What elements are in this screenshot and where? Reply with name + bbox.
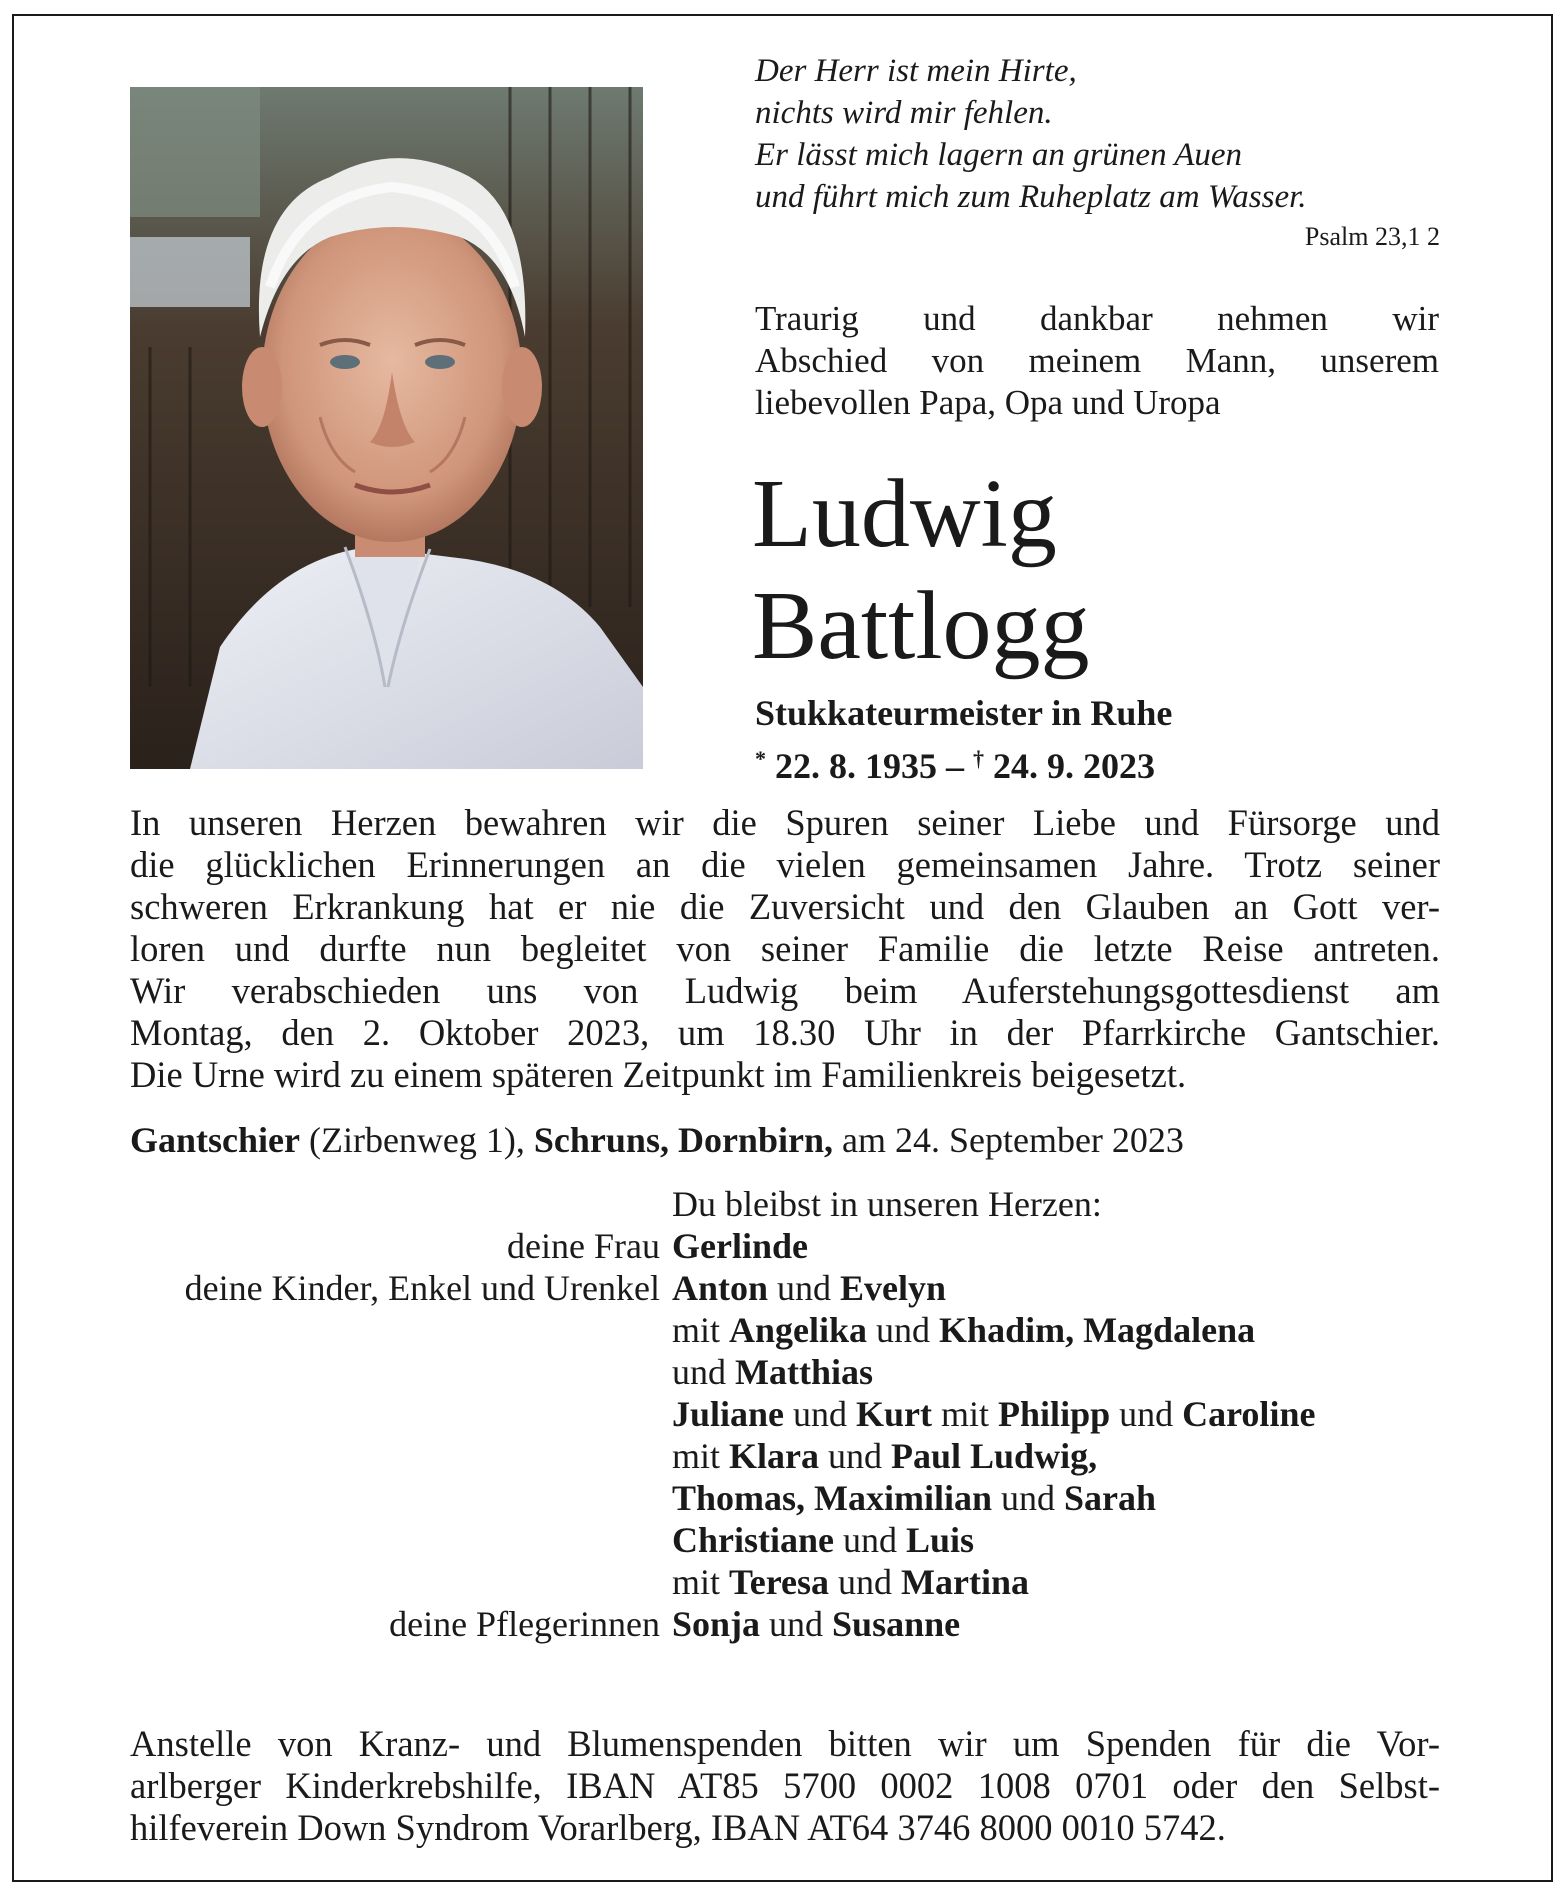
body-paragraph (130, 802, 1440, 1096)
family-connector: mit (932, 1394, 999, 1434)
family-member-name: Juliane (672, 1394, 785, 1434)
body-line: schweren Erkrankung hat er nie die Zuversicht und den Glauben an Gott ver- (130, 886, 1440, 927)
family-member-name: Thomas, Maximilian (672, 1478, 993, 1518)
family-member-name: Philipp (998, 1394, 1111, 1434)
psalm-line: nichts wird mir fehlen. (755, 95, 1053, 131)
family-relation-label (80, 1561, 672, 1603)
family-member-name: Evelyn (840, 1268, 947, 1308)
family-members (672, 1561, 1480, 1603)
deceased-name (752, 458, 1452, 682)
psalm-verse (755, 50, 1439, 218)
body-line: Montag, den 2. Oktober 2023, um 18.30 Uhr in der Pfarrkirche Gantschier. (130, 1012, 1440, 1053)
deceased-title: Stukkateurmeister in Ruhe (755, 693, 1173, 733)
family-member-name: Susanne (832, 1604, 961, 1644)
first-name: Ludwig (752, 460, 1057, 568)
family-members (672, 1603, 1480, 1645)
family-relation-label (80, 1393, 672, 1435)
family-row (80, 1309, 1480, 1351)
family-member-name: Luis (906, 1520, 975, 1560)
family-connector: und (834, 1520, 906, 1560)
family-heading-row (80, 1183, 1480, 1225)
intro-text (755, 298, 1439, 424)
family-relation-label (80, 1519, 672, 1561)
body-line: die glücklichen Erinnerungen an die vielen gemeinsamen Jahre. Trotz seiner (130, 844, 1440, 885)
family-heading: Du bleibst in unseren Herzen: (672, 1184, 1102, 1224)
family-connector: und (992, 1478, 1065, 1518)
family-member-name: Teresa (729, 1562, 830, 1602)
psalm-line: und führt mich zum Ruheplatz am Wasser. (755, 179, 1307, 215)
life-dates (755, 738, 1155, 787)
family-relation-label (80, 1477, 672, 1519)
body-line: Die Urne wird zu einem späteren Zeitpunkt im Familienkreis beigesetzt. (130, 1054, 1187, 1095)
family-members (672, 1309, 1480, 1351)
donation-note (130, 1723, 1440, 1849)
place-date-text: am 24. September 2023 (832, 1120, 1184, 1160)
last-name: Battlogg (752, 572, 1090, 680)
family-connector: und (1110, 1394, 1183, 1434)
family-connector: und (672, 1352, 735, 1392)
family-connector: und (819, 1436, 891, 1476)
family-connector: und (784, 1394, 857, 1434)
family-members (672, 1351, 1480, 1393)
donation-line: Anstelle von Kranz- und Blumenspenden bitten wir um Spenden für die Vor- (130, 1723, 1440, 1764)
family-row (80, 1477, 1480, 1519)
place-towns: Schruns, Dornbirn, (533, 1120, 833, 1160)
psalm-line: Der Herr ist mein Hirte, (755, 53, 1077, 89)
donation-line: arlberger Kinderkrebshilfe, IBAN AT85 5700 0002 1008 0701 oder den Selbst- (130, 1765, 1440, 1806)
family-member-name: Martina (901, 1562, 1029, 1602)
family-member-name: Sarah (1064, 1478, 1157, 1518)
family-relation-label (80, 1435, 672, 1477)
family-members (672, 1519, 1480, 1561)
body-line: In unseren Herzen bewahren wir die Spuren seiner Liebe und Fürsorge und (130, 802, 1440, 843)
psalm-line: Er lässt mich lagern an grünen Auen (755, 137, 1243, 173)
family-member-name: Caroline (1182, 1394, 1316, 1434)
family-relation-label: deine Kinder, Enkel und Urenkel (184, 1268, 660, 1308)
family-member-name: Paul Ludwig, (891, 1436, 1098, 1476)
intro-line: liebevollen Papa, Opa und Uropa (755, 383, 1221, 422)
family-members (672, 1267, 1480, 1309)
donation-line: hilfeverein Down Syndrom Vorarlberg, IBAN AT64 3746 8000 0010 5742. (130, 1807, 1226, 1848)
family-row (80, 1351, 1480, 1393)
family-row (80, 1225, 1480, 1267)
intro-line: Traurig und dankbar nehmen wir (755, 299, 1439, 338)
family-connector: und (768, 1268, 841, 1308)
portrait-illustration (130, 87, 643, 769)
family-member-name: Matthias (735, 1352, 873, 1392)
portrait-photo (130, 87, 643, 769)
family-member-name: Angelika (729, 1310, 868, 1350)
family-members (672, 1435, 1480, 1477)
place-date (130, 1119, 1184, 1161)
family-row (80, 1561, 1480, 1603)
family-list (80, 1183, 1480, 1645)
family-member-name: Klara (729, 1436, 819, 1476)
family-row (80, 1435, 1480, 1477)
intro-line: Abschied von meinem Mann, unserem (755, 341, 1439, 380)
family-member-name: Sonja (672, 1604, 761, 1644)
family-member-name: Kurt (856, 1394, 933, 1434)
family-member-name: Gerlinde (672, 1226, 808, 1266)
family-member-name: Khadim, Magdalena (939, 1310, 1256, 1350)
family-connector: mit (672, 1436, 730, 1476)
family-relation-label (80, 1351, 672, 1393)
family-member-name: Anton (672, 1268, 769, 1308)
family-relation-label: deine Frau (507, 1226, 660, 1266)
family-row (80, 1393, 1480, 1435)
family-connector: und (829, 1562, 902, 1602)
place-address: (Zirbenweg 1), (299, 1120, 534, 1160)
family-row (80, 1603, 1480, 1645)
psalm-reference: Psalm 23,1 2 (1304, 222, 1440, 251)
family-row (80, 1267, 1480, 1309)
death-date: 24. 9. 2023 (984, 746, 1155, 786)
family-connector: und (867, 1310, 940, 1350)
body-line: Wir verabschieden uns von Ludwig beim Auferstehungsgottesdienst am (130, 970, 1440, 1011)
death-symbol: † (973, 746, 984, 771)
place-gantschier: Gantschier (130, 1120, 300, 1160)
family-members (672, 1225, 1480, 1267)
birth-symbol: * (755, 746, 766, 771)
family-connector: und (760, 1604, 833, 1644)
family-row (80, 1519, 1480, 1561)
family-connector: mit (672, 1562, 730, 1602)
family-connector: mit (672, 1310, 730, 1350)
body-line: loren und durfte nun begleitet von seiner Familie die letzte Reise antreten. (130, 928, 1440, 969)
family-member-name: Christiane (672, 1520, 834, 1560)
family-members (672, 1477, 1480, 1519)
family-members (672, 1393, 1480, 1435)
family-relation-label (80, 1309, 672, 1351)
birth-date: 22. 8. 1935 – (766, 746, 973, 786)
family-relation-label: deine Pflegerinnen (389, 1604, 660, 1644)
